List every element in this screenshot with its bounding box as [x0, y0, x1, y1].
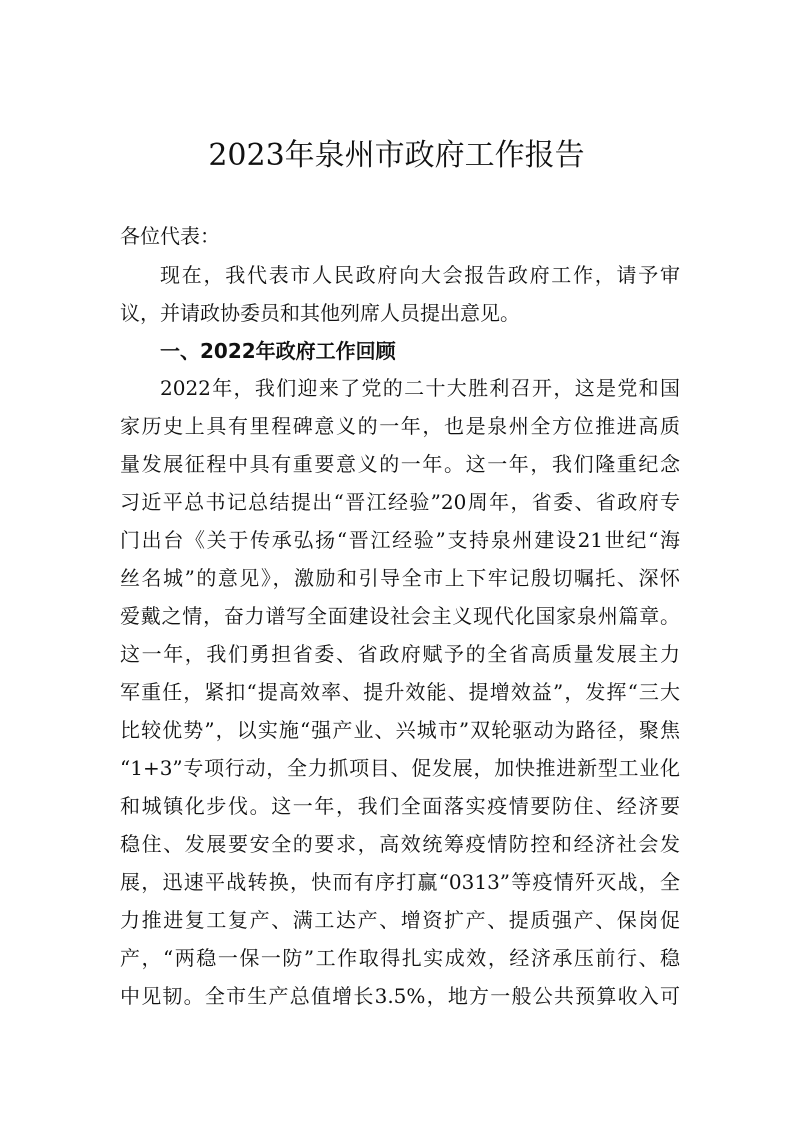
- paragraph-line: 中见韧。全市生产总值增长3.5%，地方一般公共预算收入可: [120, 984, 680, 1008]
- paragraph-line: 军重任，紧扣“提高效率、提升效能、提增效益”，发挥“三大: [120, 680, 680, 704]
- paragraph-line: 家历史上具有里程碑意义的一年，也是泉州全方位推进高质: [120, 414, 680, 438]
- paragraph-line: 量发展征程中具有重要意义的一年。这一年，我们隆重纪念: [120, 452, 680, 476]
- paragraph-line: 这一年，我们勇担省委、省政府赋予的全省高质量发展主力: [120, 642, 680, 666]
- paragraph-line: 丝名城”的意见》，激励和引导全市上下牢记殷切嘱托、深怀: [120, 566, 680, 590]
- intro-line: 现在，我代表市人民政府向大会报告政府工作，请予审: [160, 263, 680, 287]
- paragraph-line: “1+3”专项行动，全力抓项目、促发展，加快推进新型工业化: [120, 756, 680, 780]
- intro-line: 议，并请政协委员和其他列席人员提出意见。: [120, 301, 520, 325]
- paragraph-line: 展，迅速平战转换，快而有序打赢“0313”等疫情歼灭战，全: [120, 870, 680, 894]
- paragraph-line: 比较优势”，以实施“强产业、兴城市”双轮驱动为路径，聚焦: [120, 718, 680, 742]
- paragraph-line: 力推进复工复产、满工达产、增资扩产、提质强产、保岗促: [120, 908, 680, 932]
- paragraph-line: 和城镇化步伐。这一年，我们全面落实疫情要防住、经济要: [120, 794, 680, 818]
- paragraph-line: 稳住、发展要安全的要求，高效统筹疫情防控和经济社会发: [120, 832, 680, 856]
- paragraph-line: 习近平总书记总结提出“晋江经验”20周年，省委、省政府专: [120, 490, 680, 514]
- salutation: 各位代表：: [120, 224, 220, 248]
- paragraph-line: 爱戴之情，奋力谱写全面建设社会主义现代化国家泉州篇章。: [120, 604, 680, 628]
- paragraph-line: 产，“两稳一保一防”工作取得扎实成效，经济承压前行、稳: [120, 946, 680, 970]
- paragraph-line: 门出台《关于传承弘扬“晋江经验”支持泉州建设21世纪“海: [120, 528, 680, 552]
- section-heading: 一、2022年政府工作回顾: [160, 339, 396, 363]
- document-title: 2023年泉州市政府工作报告: [208, 138, 585, 173]
- paragraph-line: 2022年，我们迎来了党的二十大胜利召开，这是党和国: [160, 376, 680, 400]
